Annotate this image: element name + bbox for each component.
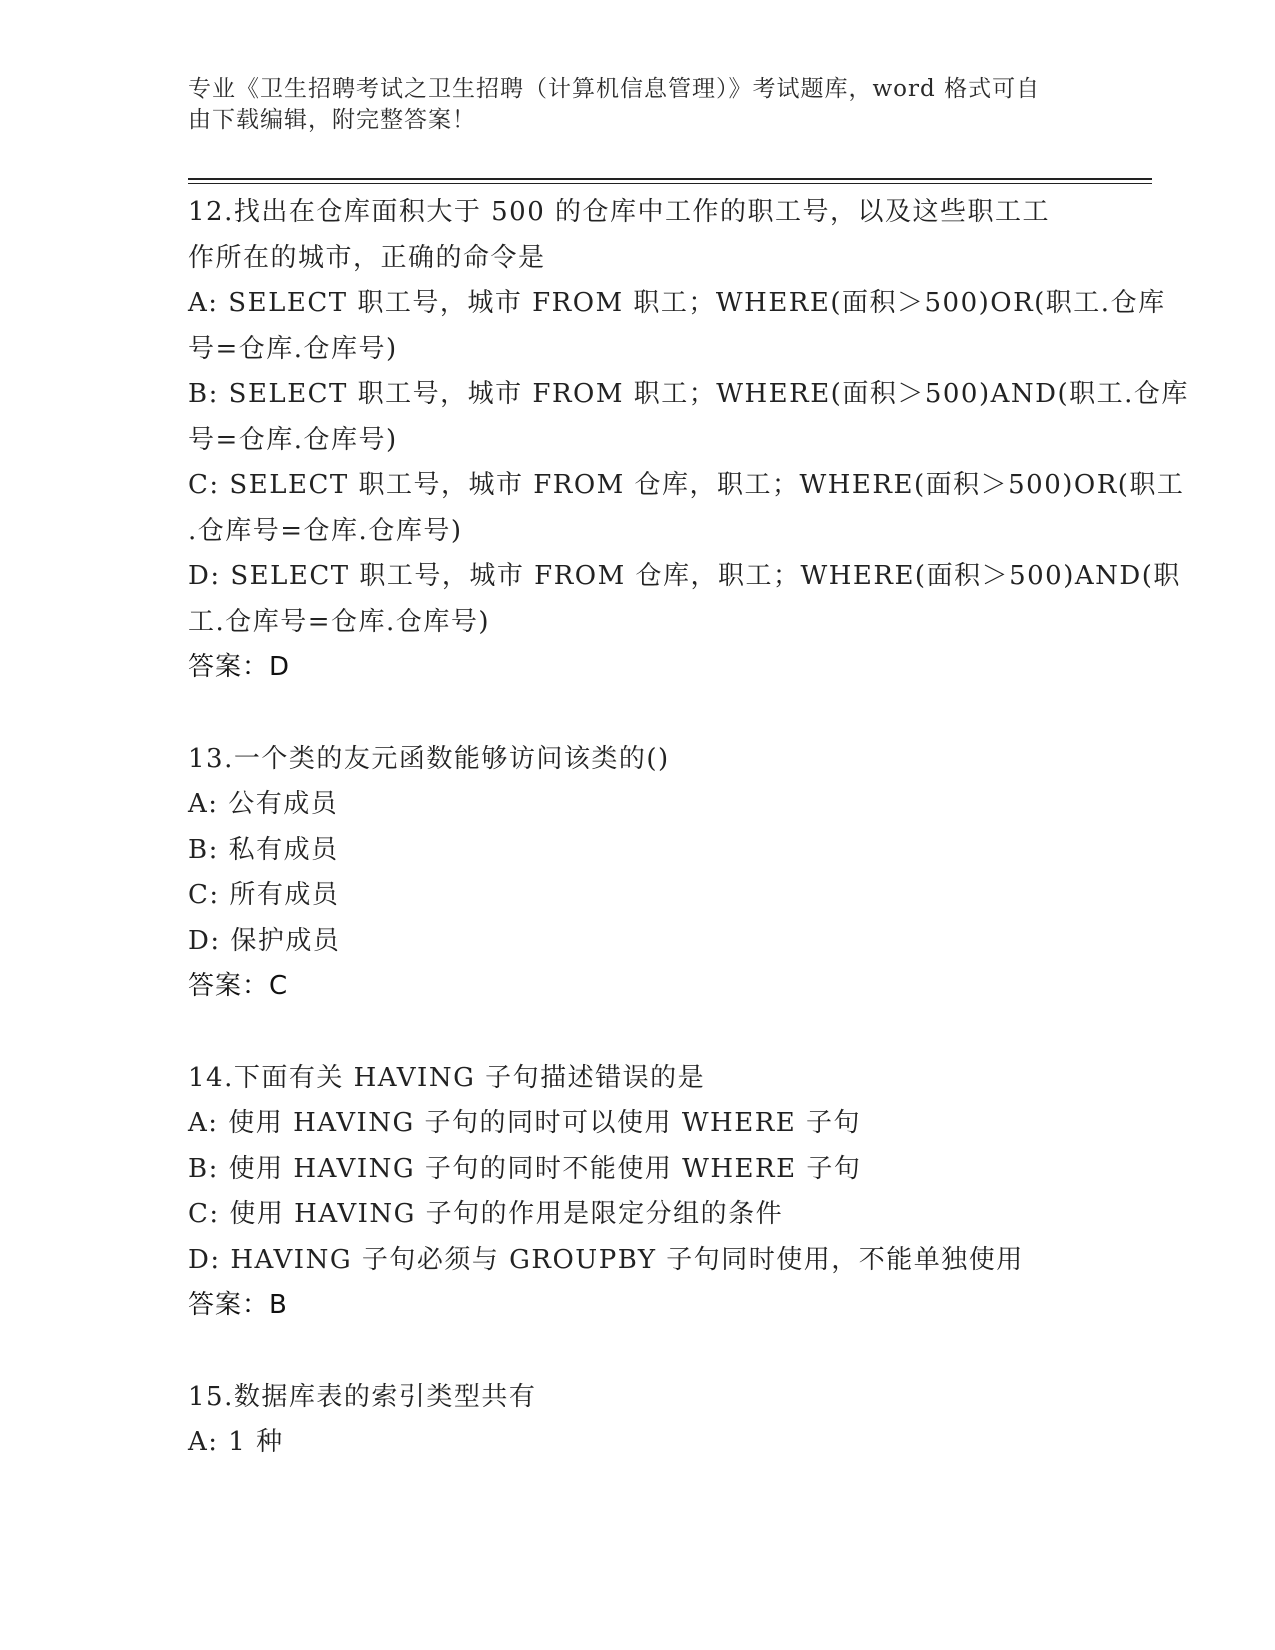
option-b: B: 使用 HAVING 子句的同时不能使用 WHERE 子句: [188, 1153, 862, 1184]
option-b: B: 私有成员: [188, 834, 339, 865]
option-a: A: 公有成员: [188, 789, 339, 819]
answer: 答案：C: [188, 971, 289, 1001]
option-a-cont: 号=仓库.仓库号): [188, 333, 398, 364]
header-line-1: 专业《卫生招聘考试之卫生招聘（计算机信息管理）》考试题库，word 格式可自: [188, 76, 1041, 102]
question-text: 13.一个类的友元函数能够访问该类的(): [188, 743, 670, 774]
option-c: C: 所有成员: [188, 880, 340, 910]
option-c: C: 使用 HAVING 子句的作用是限定分组的条件: [188, 1199, 784, 1229]
answer: 答案：D: [188, 652, 291, 682]
option-c: C: SELECT 职工号，城市 FROM 仓库，职工；WHERE(面积＞500)OR(职工: [188, 470, 1185, 500]
question-text: 作所在的城市，正确的命令是: [188, 242, 546, 273]
document-header: [188, 74, 1068, 136]
question-list: [188, 190, 1189, 1512]
question-15: [188, 1375, 1088, 1466]
option-b: B: SELECT 职工号，城市 FROM 职工；WHERE(面积＞500)AND(职工.仓库: [188, 379, 1189, 409]
answer: 答案：B: [188, 1290, 288, 1320]
option-d: D: HAVING 子句必须与 GROUPBY 子句同时使用，不能单独使用: [188, 1244, 1024, 1275]
question-12: [188, 190, 1189, 691]
question-text: 15.数据库表的索引类型共有: [188, 1381, 537, 1412]
option-c-cont: .仓库号=仓库.仓库号): [188, 515, 463, 546]
option-b-cont: 号=仓库.仓库号): [188, 424, 398, 455]
option-a: A: SELECT 职工号，城市 FROM 职工；WHERE(面积＞500)OR(职工.仓库: [188, 288, 1166, 318]
option-d: D: SELECT 职工号，城市 FROM 仓库，职工；WHERE(面积＞500)AND(职: [188, 561, 1181, 591]
header-divider-thick: [188, 178, 1152, 180]
question-14: [188, 1056, 1088, 1329]
option-a: A: 1 种: [188, 1427, 284, 1457]
question-text: 12.找出在仓库面积大于 500 的仓库中工作的职工号，以及这些职工工: [188, 197, 1051, 227]
header-divider-thin: [188, 183, 1152, 184]
option-d: D: 保护成员: [188, 925, 341, 956]
option-d-cont: 工.仓库号=仓库.仓库号): [188, 606, 490, 637]
header-line-2: 由下载编辑，附完整答案！: [188, 107, 476, 133]
option-a: A: 使用 HAVING 子句的同时可以使用 WHERE 子句: [188, 1108, 862, 1138]
question-text: 14.下面有关 HAVING 子句描述错误的是: [188, 1062, 706, 1093]
question-13: [188, 737, 1088, 1010]
